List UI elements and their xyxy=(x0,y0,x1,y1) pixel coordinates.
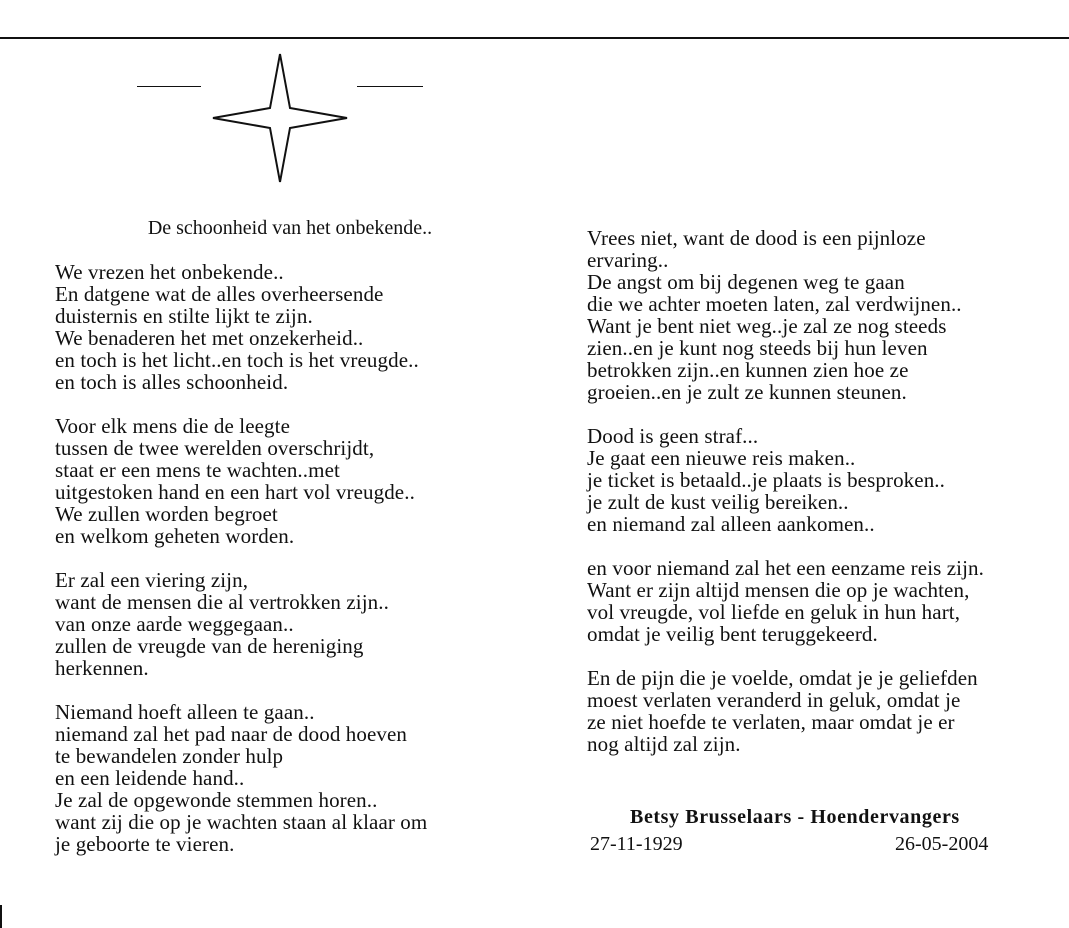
poem-line: We zullen worden begroet xyxy=(55,502,278,526)
poem-line: Er zal een viering zijn, xyxy=(55,568,249,592)
poem-line: en welkom geheten worden. xyxy=(55,524,295,548)
stanza xyxy=(587,667,984,755)
poem-line: herkennen. xyxy=(55,656,149,680)
poem-line: vol vreugde, vol liefde en geluk in hun hart, xyxy=(587,600,961,624)
poem-line: van onze aarde weggegaan.. xyxy=(55,612,294,636)
poem-title: De schoonheid van het onbekende.. xyxy=(147,217,433,239)
ornament-dash-right xyxy=(357,86,423,87)
stanza xyxy=(587,557,984,645)
stanza xyxy=(55,569,427,679)
scan-edge-mark xyxy=(0,905,2,928)
top-divider-line xyxy=(0,37,1069,39)
stanza xyxy=(55,261,427,393)
poem-line: nog altijd zal zijn. xyxy=(587,732,741,756)
birth-date: 27-11-1929 xyxy=(590,833,683,855)
poem-left-column xyxy=(55,261,427,877)
poem-line: Want je bent niet weg..je zal ze nog steeds xyxy=(587,314,947,338)
poem-line: die we achter moeten laten, zal verdwijnen.. xyxy=(587,292,962,316)
poem-line: Je zal de opgewonde stemmen horen.. xyxy=(55,788,378,812)
poem-line: ze niet hoefde te verlaten, maar omdat je er xyxy=(587,710,955,734)
poem-line: Niemand hoeft alleen te gaan.. xyxy=(55,700,315,724)
poem-line: omdat je veilig bent teruggekeerd. xyxy=(587,622,878,646)
poem-line: zullen de vreugde van de hereniging xyxy=(55,634,364,658)
stanza xyxy=(55,415,427,547)
death-date: 26-05-2004 xyxy=(895,833,989,855)
poem-line: De angst om bij degenen weg te gaan xyxy=(587,270,905,294)
poem-line: niemand zal het pad naar de dood hoeven xyxy=(55,722,408,746)
stanza xyxy=(55,701,427,855)
deceased-name: Betsy Brusselaars - Hoendervangers xyxy=(630,806,960,828)
poem-line: en toch is het licht..en toch is het vreugde.. xyxy=(55,348,419,372)
poem-line: Je gaat een nieuwe reis maken.. xyxy=(587,446,856,470)
poem-line: en voor niemand zal het een eenzame reis zijn. xyxy=(587,556,984,580)
poem-line: en een leidende hand.. xyxy=(55,766,245,790)
poem-line: je zult de kust veilig bereiken.. xyxy=(587,490,849,514)
poem-line: duisternis en stilte lijkt te zijn. xyxy=(55,304,313,328)
poem-line: We vrezen het onbekende.. xyxy=(55,260,284,284)
poem-line: zien..en je kunt nog steeds bij hun leven xyxy=(587,336,928,360)
four-point-star-icon xyxy=(211,52,349,184)
poem-line: want zij die op je wachten staan al klaar om xyxy=(55,810,428,834)
poem-line: staat er een mens te wachten..met xyxy=(55,458,340,482)
poem-line: want de mensen die al vertrokken zijn.. xyxy=(55,590,389,614)
ornament-dash-left xyxy=(137,86,201,87)
poem-line: We benaderen het met onzekerheid.. xyxy=(55,326,364,350)
poem-line: tussen de twee werelden overschrijdt, xyxy=(55,436,375,460)
poem-line: Voor elk mens die de leegte xyxy=(55,414,290,438)
poem-line: je ticket is betaald..je plaats is besproken.. xyxy=(587,468,945,492)
poem-line: ervaring.. xyxy=(587,248,669,272)
poem-line: je geboorte te vieren. xyxy=(55,832,235,856)
stanza xyxy=(587,425,984,535)
poem-line: En de pijn die je voelde, omdat je je geliefden xyxy=(587,666,978,690)
poem-line: Dood is geen straf... xyxy=(587,424,759,448)
poem-line: en niemand zal alleen aankomen.. xyxy=(587,512,875,536)
poem-line: betrokken zijn..en kunnen zien hoe ze xyxy=(587,358,909,382)
poem-right-column xyxy=(587,227,984,777)
poem-line: Vrees niet, want de dood is een pijnloze xyxy=(587,226,926,250)
stanza xyxy=(587,227,984,403)
poem-line: te bewandelen zonder hulp xyxy=(55,744,284,768)
poem-line: uitgestoken hand en een hart vol vreugde.. xyxy=(55,480,415,504)
poem-line: groeien..en je zult ze kunnen steunen. xyxy=(587,380,907,404)
poem-line: En datgene wat de alles overheersende xyxy=(55,282,384,306)
poem-line: en toch is alles schoonheid. xyxy=(55,370,289,394)
poem-line: Want er zijn altijd mensen die op je wachten, xyxy=(587,578,970,602)
poem-line: moest verlaten veranderd in geluk, omdat je xyxy=(587,688,961,712)
